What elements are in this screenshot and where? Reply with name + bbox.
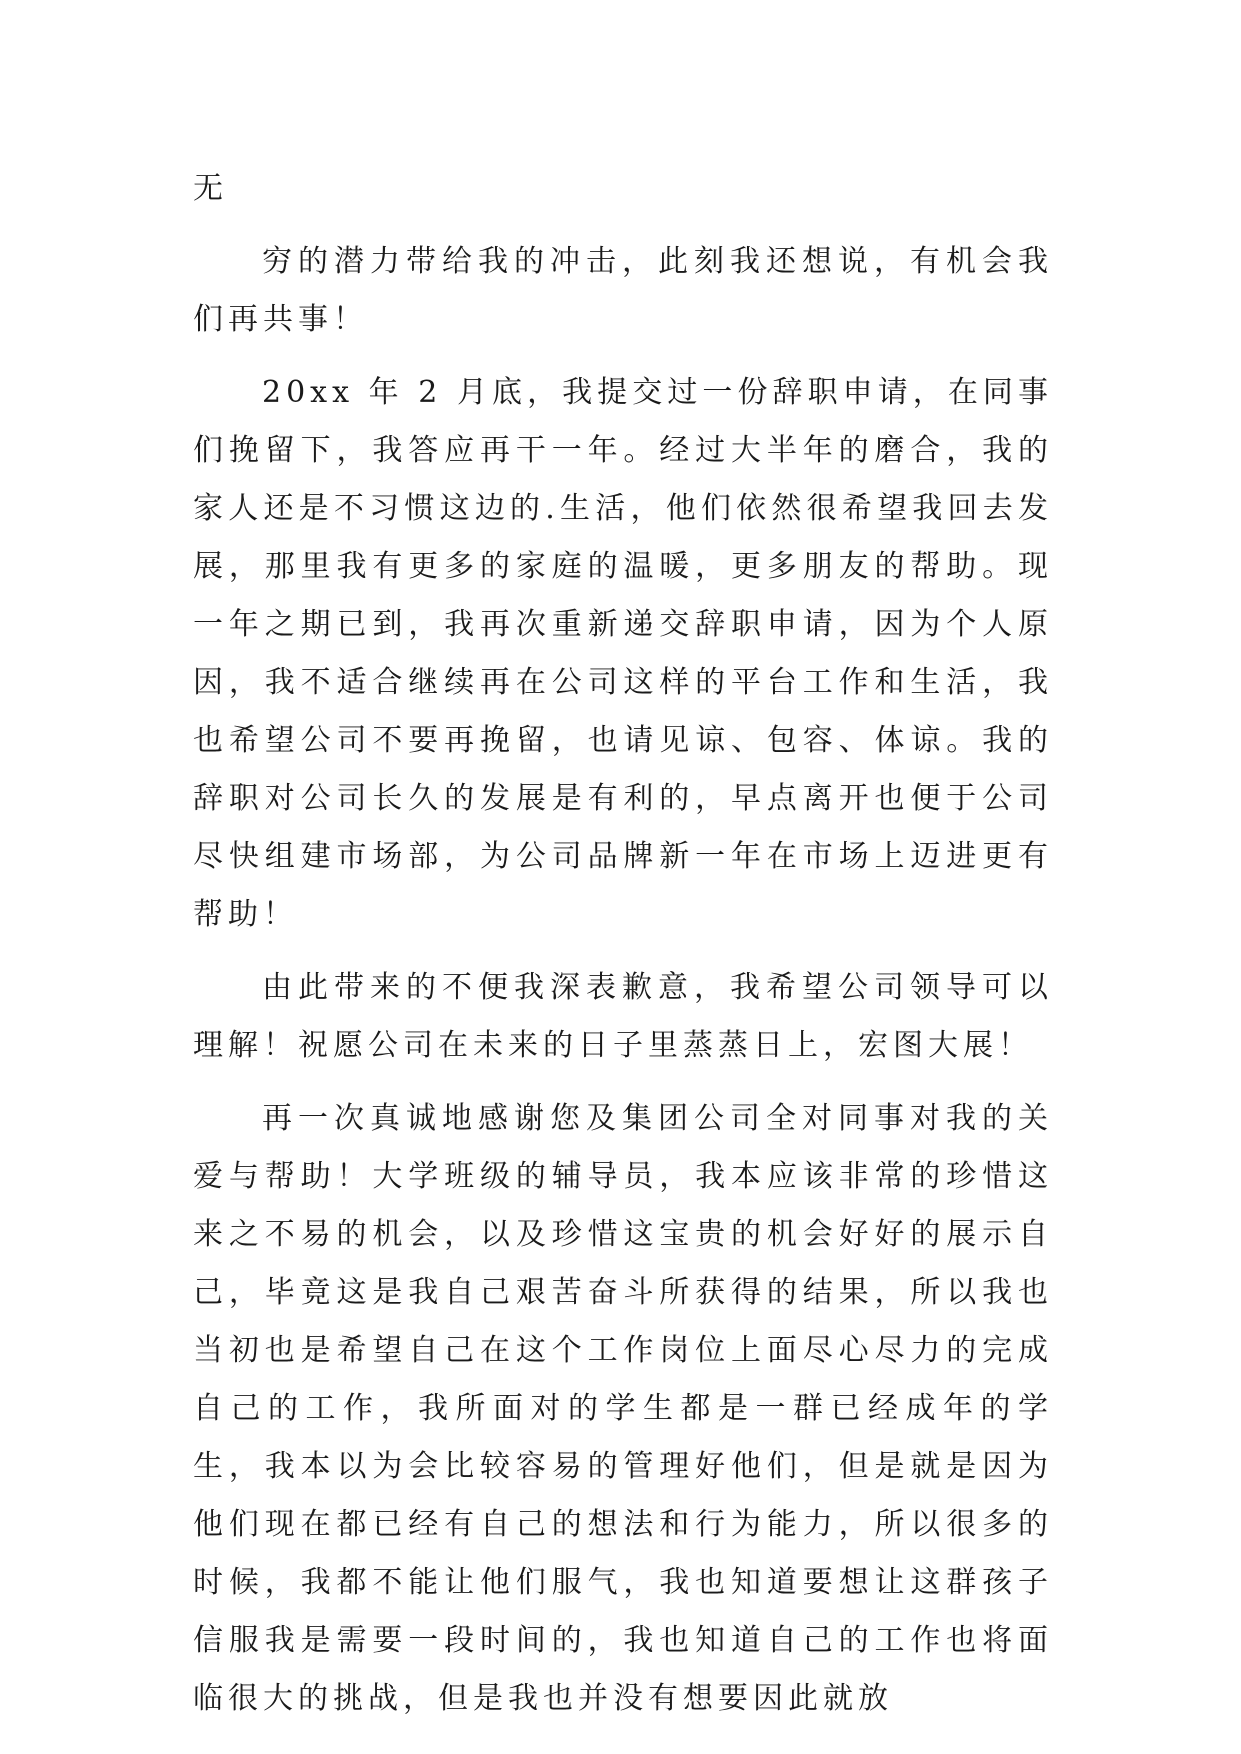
paragraph: 再一次真诚地感谢您及集团公司全对同事对我的关爱与帮助！大学班级的辅导员，我本应该非常的珍惜这来之不易的机会，以及珍惜这宝贵的机会好好的展示自己，毕竟这是我自己艰苦奋斗所获得的结果，所以我也当初也是希望自己在这个工作岗位上面尽心尽力的完成自己的工作，我所面对的学生都是一群已经成年的学生，我本以为会比较容易的管理好他们，但是就是因为他们现在都已经有自己的想法和行为能力，所以很多的时候，我都不能让他们服气，我也知道要想让这群孩子信服我是需要一段时间的，我也知道自己的工作也将面临很大的挑战，但是我也并没有想要因此就放: [193, 1101, 1053, 1716]
paragraph: 20xx 年 2 月底，我提交过一份辞职申请，在同事们挽留下，我答应再干一年。经过大半年的磨合，我的家人还是不习惯这边的.生活，他们依然很希望我回去发展，那里我有更多的家庭的温暖，更多朋友的帮助。现一年之期已到，我再次重新递交辞职申请，因为个人原因，我不适合继续再在公司这样的平台工作和生活，我也希望公司不要再挽留，也请见谅、包容、体谅。我的辞职对公司长久的发展是有利的，早点离开也便于公司尽快组建市场部，为公司品牌新一年在市场上迈进更有帮助！: [193, 375, 1053, 932]
paragraph: 由此带来的不便我深表歉意，我希望公司领导可以理解！祝愿公司在未来的日子里蒸蒸日上，宏图大展！: [193, 970, 1053, 1063]
document-body: [193, 160, 1053, 1728]
paragraph-fragment: 无: [193, 171, 228, 206]
paragraph: 穷的潜力带给我的冲击，此刻我还想说，有机会我们再共事！: [193, 244, 1053, 337]
